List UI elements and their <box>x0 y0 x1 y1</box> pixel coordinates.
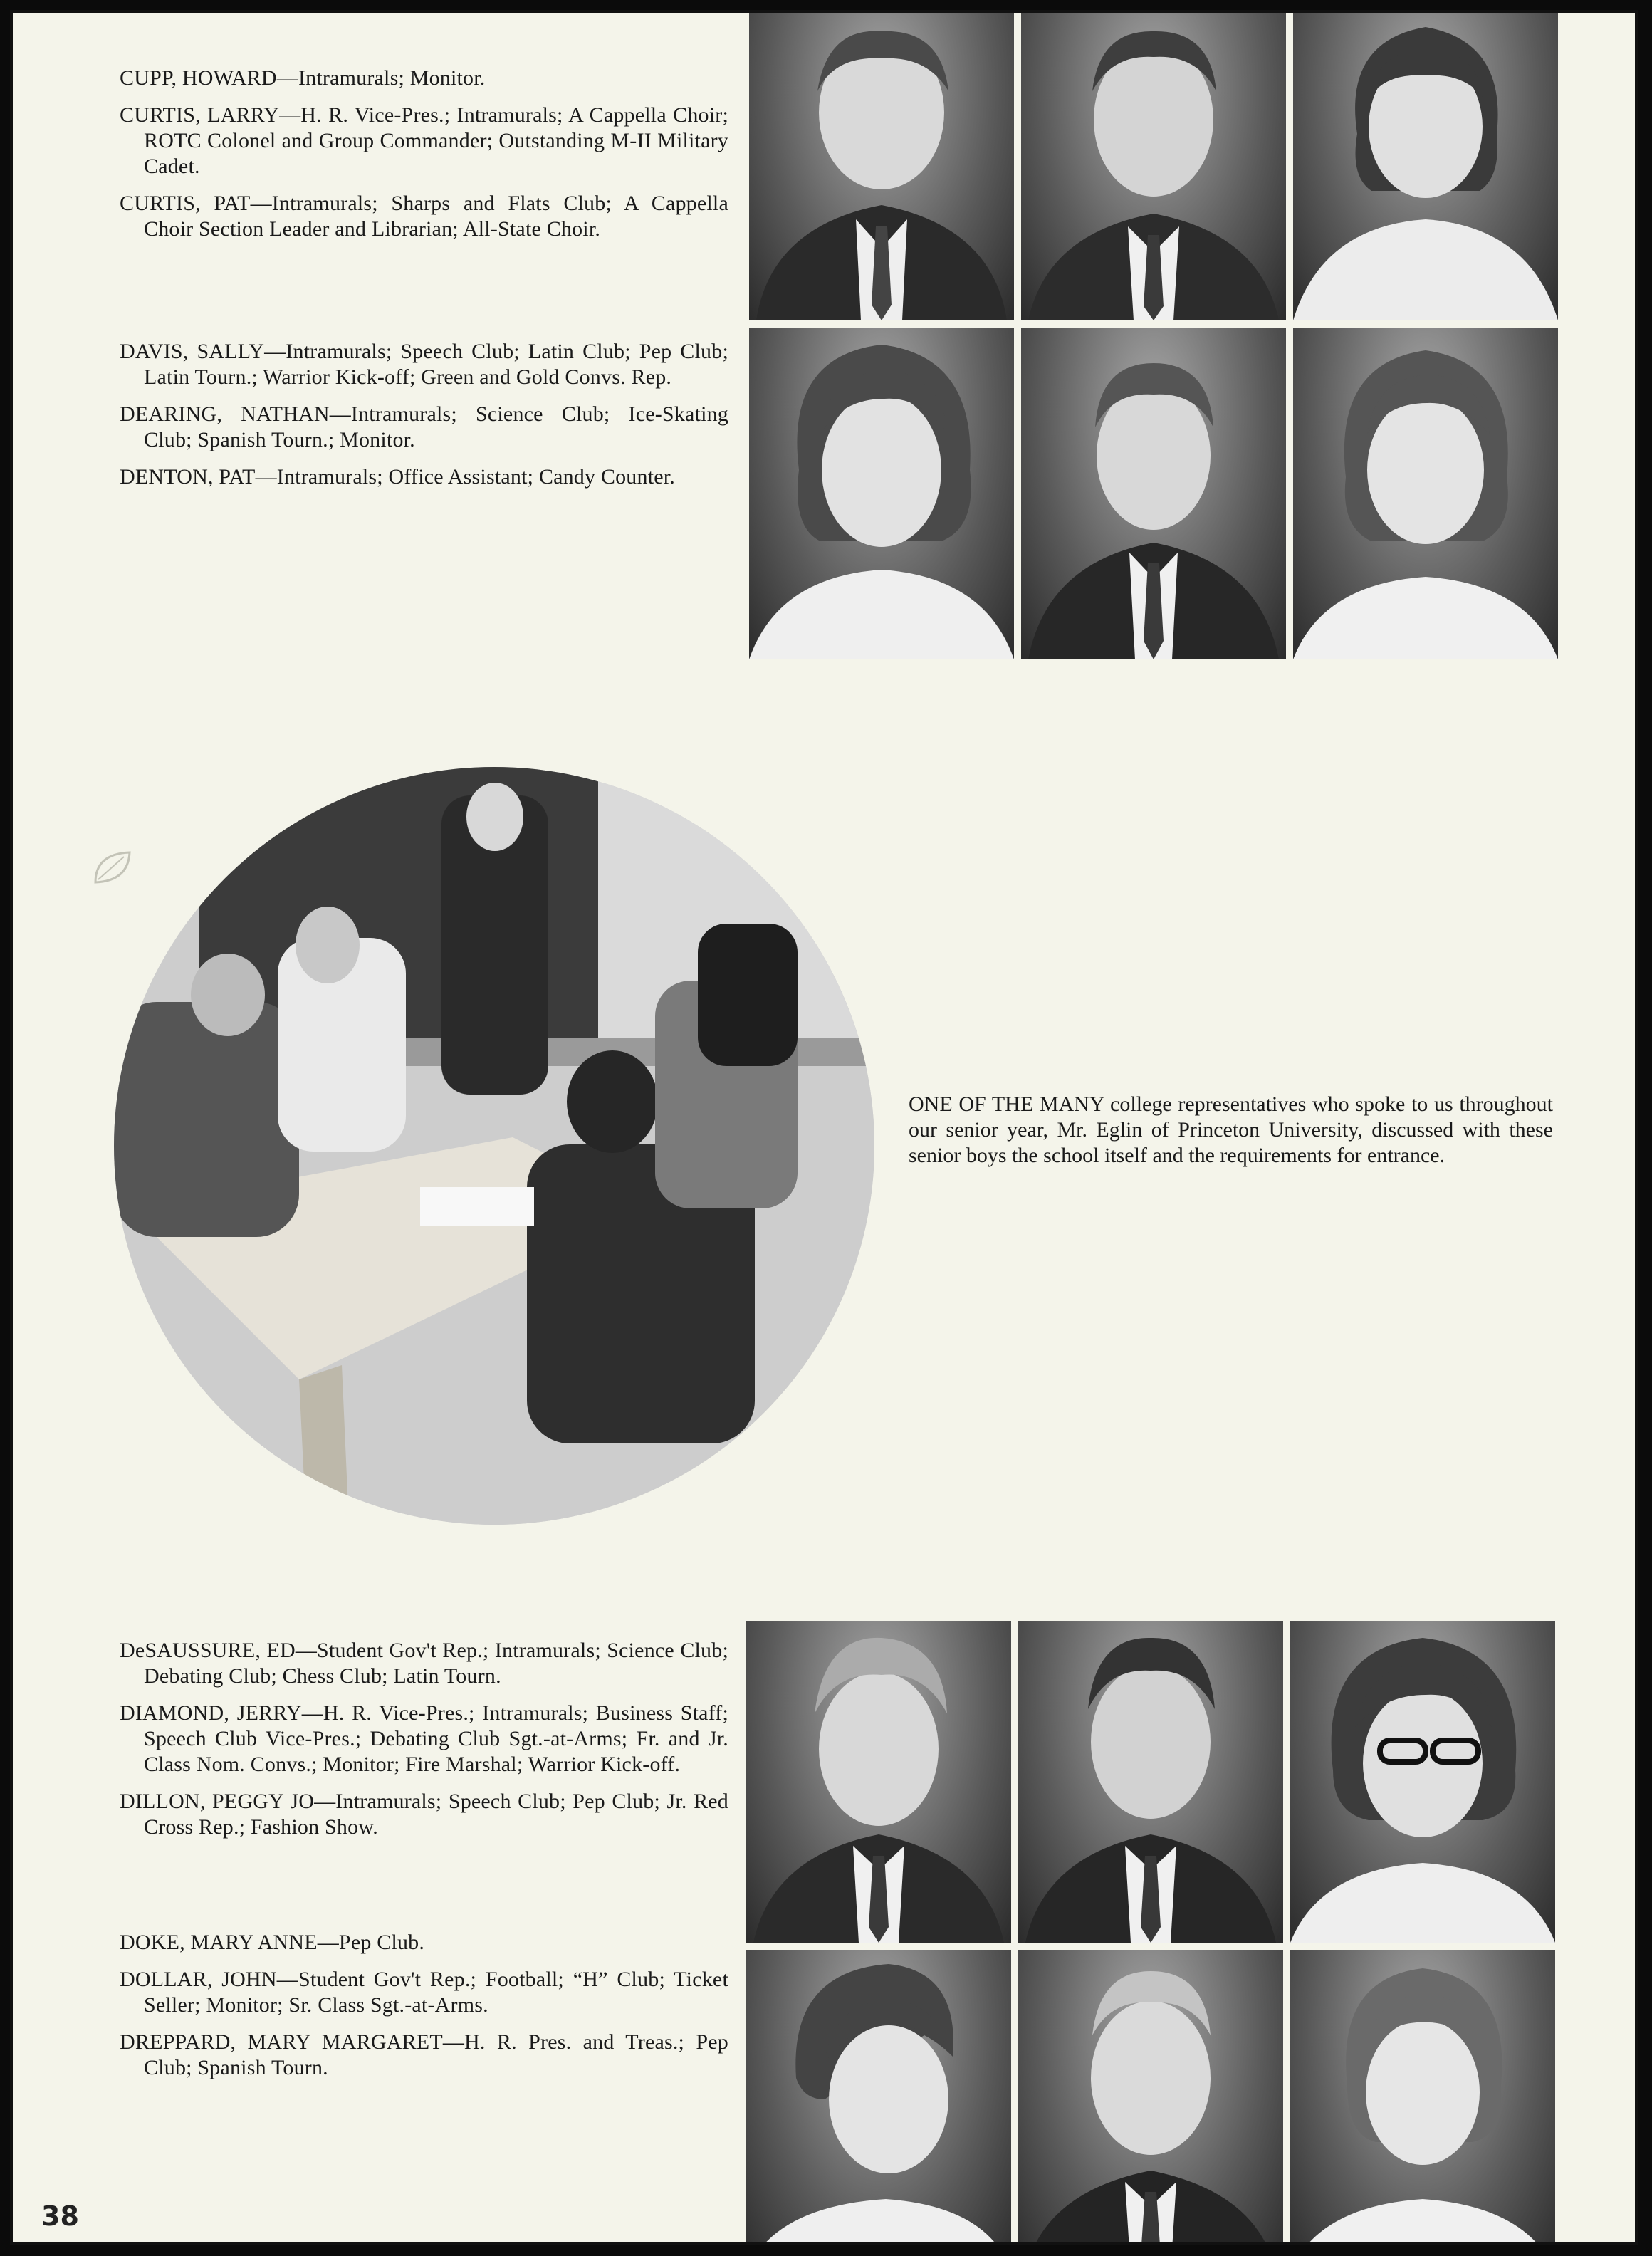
girl-portrait-icon <box>1290 1950 1555 2245</box>
portrait-photo <box>749 13 1014 320</box>
bio-entry: DREPPARD, MARY MARGARET—H. R. Pres. and Treas.; Pep Club; Spanish Tourn. <box>120 2030 728 2079</box>
top-portrait-grid <box>749 13 1558 659</box>
boy-portrait-icon <box>749 13 1014 320</box>
bio-entry: DOKE, MARY ANNE—Pep Club. <box>120 1931 425 1954</box>
yearbook-page <box>10 10 1638 2245</box>
bio-entry: DeSAUSSURE, ED—Student Gov't Rep.; Intramurals; Science Club; Debating Club; Chess Club; Latin Tourn. <box>120 1639 728 1688</box>
portrait-photo <box>1293 13 1558 320</box>
bio-entry: DAVIS, SALLY—Intramurals; Speech Club; Latin Club; Pep Club; Latin Tourn.; Warrior Kick-off; Green and Gold Convs. Rep. <box>120 340 728 389</box>
girl-portrait-icon <box>749 328 1014 659</box>
boy-portrait-icon <box>1021 328 1286 659</box>
girl-portrait-icon <box>746 1950 1011 2245</box>
portrait-photo <box>1018 1950 1283 2245</box>
caption-text: college representatives who spoke to us throughout our senior year, Mr. Eglin of Princeton University, discussed with these senior boys the school itself and the requirements for entrance. <box>909 1092 1553 1167</box>
bio-entry: CURTIS, LARRY—H. R. Vice-Pres.; Intramurals; A Cappella Choir; ROTC Colonel and Group Commander; Outstanding M-II Military Cadet. <box>120 103 728 178</box>
boy-portrait-icon <box>746 1621 1011 1943</box>
bio-entry: DOLLAR, JOHN—Student Gov't Rep.; Football; “H” Club; Ticket Seller; Monitor; Sr. Class Sgt.-at-Arms. <box>120 1968 728 2017</box>
portrait-photo <box>1021 328 1286 659</box>
bio-entry: DILLON, PEGGY JO—Intramurals; Speech Club; Pep Club; Jr. Red Cross Rep.; Fashion Show. <box>120 1790 728 1839</box>
leaf-icon <box>93 850 132 885</box>
boy-portrait-icon <box>1018 1621 1283 1943</box>
girl-portrait-icon <box>1293 13 1558 320</box>
portrait-photo <box>1018 1621 1283 1943</box>
portrait-photo <box>746 1950 1011 2245</box>
boy-portrait-icon <box>1018 1950 1283 2245</box>
girl-portrait-icon <box>1290 1621 1555 1943</box>
portrait-photo <box>1293 328 1558 659</box>
candid-group-photo <box>114 767 874 1525</box>
top-bio-column <box>120 66 728 501</box>
portrait-photo <box>749 328 1014 659</box>
page-number: 38 <box>41 2200 79 2232</box>
bio-entry: CUPP, HOWARD—Intramurals; Monitor. <box>120 66 486 90</box>
caption-lead: ONE OF THE MANY <box>909 1092 1104 1116</box>
portrait-photo <box>746 1621 1011 1943</box>
portrait-photo <box>1021 13 1286 320</box>
bio-entry: CURTIS, PAT—Intramurals; Sharps and Flats Club; A Cappella Choir Section Leader and Librarian; All-State Choir. <box>120 192 728 241</box>
classroom-scene-icon <box>114 767 874 1525</box>
bio-entry: DENTON, PAT—Intramurals; Office Assistant; Candy Counter. <box>120 465 675 489</box>
photo-caption <box>909 1092 1553 1169</box>
bio-entry: DIAMOND, JERRY—H. R. Vice-Pres.; Intramurals; Business Staff; Speech Club Vice-Pres.; Debating Club Sgt.-at-Arms; Fr. and Jr. Class Nom. Convs.; Monitor; Fire Marshal; Warrior Kick-off. <box>120 1701 729 1776</box>
girl-portrait-icon <box>1293 328 1558 659</box>
bio-entry: DEARING, NATHAN—Intramurals; Science Club; Ice-Skating Club; Spanish Tourn.; Monitor. <box>120 402 728 451</box>
boy-portrait-icon <box>1021 13 1286 320</box>
bottom-portrait-grid <box>746 1621 1555 2245</box>
portrait-photo <box>1290 1621 1555 1943</box>
bottom-bio-column <box>120 1638 728 2092</box>
portrait-photo <box>1290 1950 1555 2245</box>
